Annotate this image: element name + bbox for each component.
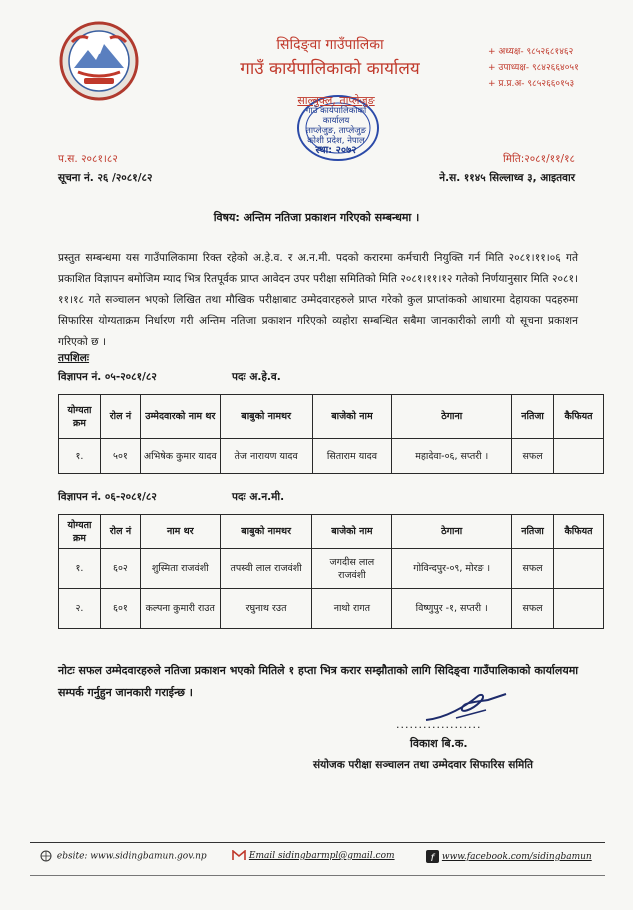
table-cell: महादेवा-०६, सप्तरी । xyxy=(392,439,512,474)
table-cell: रघुनाथ रउत xyxy=(220,589,312,629)
patra-sankhya: प.स. २०८१।८२ xyxy=(58,153,118,165)
reference-left xyxy=(58,150,152,188)
table-cell: ५०१ xyxy=(100,439,140,474)
ad1-post: पदः अ.हे.व. xyxy=(232,371,281,383)
footer-website xyxy=(40,850,207,862)
table-row xyxy=(59,589,604,629)
header-cell: बाबुको नामथर xyxy=(220,395,312,439)
contact-vice-chair: + उपाध्यक्ष- ९८४२६६४०५१ xyxy=(488,63,579,73)
org-header xyxy=(200,36,460,80)
stamp-line4: ताप्लेजुङ, ताप्लेजुङ xyxy=(305,126,366,136)
table-header-row xyxy=(59,515,604,549)
table-cell: विष्णुपुर -१, सप्तरी । xyxy=(392,589,512,629)
header-cell: कैफियत xyxy=(554,395,604,439)
header-cell: नाम थर xyxy=(140,515,220,549)
note-text: नोटः सफल उम्मेदवारहरुले नतिजा प्रकाशन भएको मितिले १ हप्ता भित्र करार सम्झौताको लागि सिदिङ्वा गाउँपालिकाको कार्यालयमा सम्पर्क गर्नुहुन जानकारी गराईन्छ । xyxy=(58,664,579,699)
municipality-name: सिदिङ्वा गाउँपालिका xyxy=(276,37,384,53)
table-cell: सफल xyxy=(512,549,554,589)
header-cell: उम्मेदवारको नाम थर xyxy=(140,395,220,439)
website-link[interactable]: ebsite: www.sidingbamun.gov.np xyxy=(56,851,207,862)
contact-chairperson: + अध्यक्ष- ९८५२६८१४६२ xyxy=(488,47,574,57)
signature-dots: ................... xyxy=(396,718,482,731)
ad2-result-table xyxy=(58,514,604,629)
globe-icon xyxy=(40,850,54,862)
table-cell: सफल xyxy=(512,589,554,629)
table-row xyxy=(59,439,604,474)
table-cell xyxy=(554,589,604,629)
notice-date: मिति:२०८१/११/१८ xyxy=(503,153,575,165)
stamp-line2: गाउँ कार्यपालिकाको xyxy=(305,106,367,116)
stamp-line1: साल्बुक्ल, ताप्लेजुङ xyxy=(297,94,375,107)
signer-name: विकाश बि.क. xyxy=(410,737,468,750)
table-cell: सफल xyxy=(512,439,554,474)
footer-facebook xyxy=(426,850,592,863)
stamp-established: स्था: २०७२ xyxy=(315,145,357,156)
table-cell: नाथो रागत xyxy=(312,589,392,629)
stamp-text xyxy=(276,96,396,156)
table-cell: कल्पना कुमारी राउत xyxy=(140,589,220,629)
table-header-row xyxy=(59,395,604,439)
table-cell: तपस्वी लाल राजवंशी xyxy=(220,549,312,589)
table-cell: १. xyxy=(59,549,101,589)
table-cell: ६०१ xyxy=(100,589,140,629)
ad2-post: पदः अ.न.मी. xyxy=(232,491,285,503)
subject-line: विषय: अन्तिम नतिजा प्रकाशन गरिएको सम्बन्धमा । xyxy=(213,211,420,224)
details-label: तपशिलः xyxy=(58,352,90,364)
header-cell: बाबुको नामथर xyxy=(220,515,312,549)
header-cell: रोल नं xyxy=(100,395,140,439)
header-cell: योग्यता क्रम xyxy=(59,395,101,439)
table-cell: शुस्मिता राजवंशी xyxy=(140,549,220,589)
svg-text:f: f xyxy=(430,853,435,863)
table-cell: गोविन्दपुर-०९, मोरङ । xyxy=(392,549,512,589)
table-cell xyxy=(554,549,604,589)
notice-body: प्रस्तुत सम्बन्धमा यस गाउँपालिकामा रिक्त रहेको अ.हे.व. र अ.न.मी. पदको करारमा कर्मचारी नियुक्ति गर्न मिति २०८१।११।०६ गते प्रकाशित विज्ञापन बमोजिम म्याद भित्र रितपूर्वक प्राप्त आवेदन उपर परीक्षा समितिको मिति २०८१।११।१२ गतेको निर्णयानुसार मिति २०८१।११।१८ गते सञ्चालन भएको लिखित तथा मौखिक परीक्षाबाट उम्मेदवारहरुले प्राप्त गरेको कुल प्राप्तांकको आधारमा देहायका पदहरुमा सिफारिस योग्यताक्रम निर्धारण गरी अन्तिम नतिजा प्रकाशन गरिएको व्यहोरा सम्बन्धित सबैमा जानकारीको लागी यो सूचना प्रकाशन गरिएको छ । xyxy=(58,252,578,348)
table-cell: अभिषेक कुमार यादव xyxy=(140,439,220,474)
ad2-number: विज्ञापन नं. ०६-२०८१/८२ xyxy=(58,491,157,503)
stamp-line3: कार्यालय xyxy=(322,116,350,126)
header-cell: नतिजा xyxy=(512,515,554,549)
facebook-icon xyxy=(426,850,439,863)
nepal-sambat-date: ने.स. ११४५ सिल्लाध्व ३, आइतवार xyxy=(439,172,575,184)
footer xyxy=(40,846,610,868)
header-cell: नतिजा xyxy=(512,395,554,439)
header-cell: योग्यता क्रम xyxy=(59,515,101,549)
contact-cao: + प्र.प्र.अ- ९८५२६६०१५३ xyxy=(488,79,575,89)
table-cell: जगदीस लाल राजवंशी xyxy=(312,549,392,589)
header-cell: बाजेको नाम xyxy=(312,395,392,439)
table-cell: २. xyxy=(59,589,101,629)
ad1-number: विज्ञापन नं. ०५-२०८१/८२ xyxy=(58,371,157,383)
header-cell: कैफियत xyxy=(554,515,604,549)
footer-bottom-divider xyxy=(30,875,605,876)
facebook-link[interactable]: www.facebook.com/sidingbamun xyxy=(441,852,592,862)
nepal-emblem-icon xyxy=(58,20,140,102)
table-cell xyxy=(554,439,604,474)
table-row xyxy=(59,549,604,589)
header-cell: बाजेको नाम xyxy=(312,515,392,549)
header-cell: ठेगाना xyxy=(392,395,512,439)
footer-divider xyxy=(30,842,605,843)
table-cell: सिताराम यादव xyxy=(312,439,392,474)
notice-number: सूचना नं. २६ /२०८१/८२ xyxy=(58,172,153,184)
email-link[interactable]: Email sidingbarmpl@gmail.com xyxy=(248,851,395,861)
table-cell: ६०२ xyxy=(100,549,140,589)
footer-email xyxy=(232,850,395,861)
table-cell: १. xyxy=(59,439,101,474)
header-cell: रोल नं xyxy=(100,515,140,549)
signer-title: संयोजक परीक्षा सञ्चालन तथा उम्मेदवार सिफारिस समिति xyxy=(313,759,534,771)
gmail-icon xyxy=(232,850,246,861)
reference-right xyxy=(439,150,575,188)
office-name: गाउँ कार्यपालिकाको कार्यालय xyxy=(240,59,420,79)
stamp-line5: कोशी प्रदेश, नेपाल xyxy=(307,136,365,146)
ad1-result-table xyxy=(58,394,604,474)
header-cell: ठेगाना xyxy=(392,515,512,549)
contact-list xyxy=(488,44,579,92)
table-cell: तेज नारायण यादव xyxy=(220,439,312,474)
